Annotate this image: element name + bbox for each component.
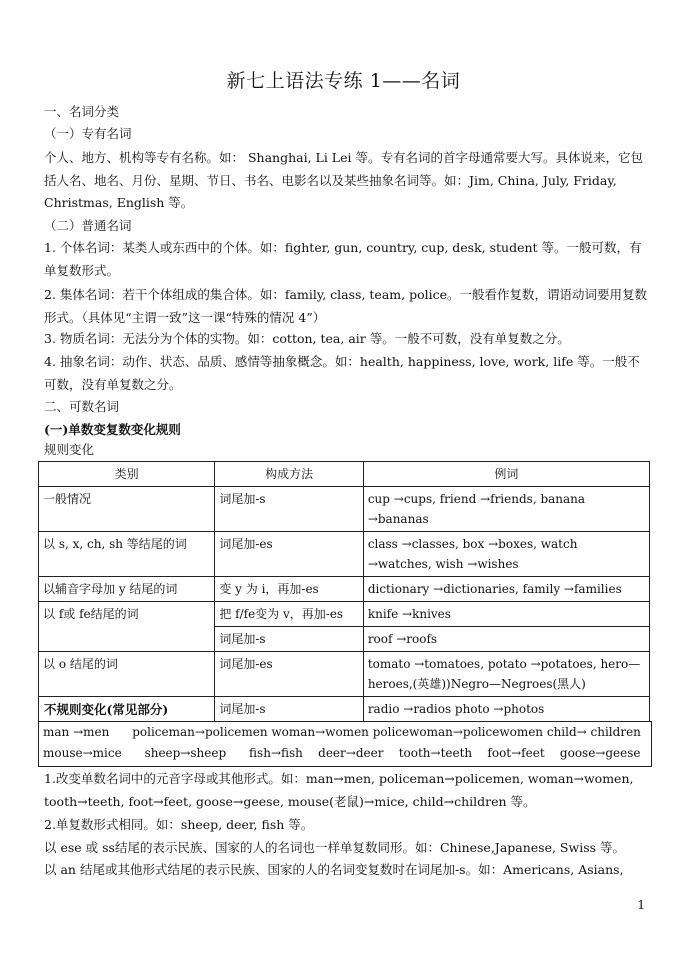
note-nationality-same-form: 以 ese 或 ss结尾的表示民族、国家的人的名词也一样单复数同形。如：Chinese,Japanese, Swiss 等。 — [44, 840, 625, 855]
table-header-row — [39, 462, 650, 487]
table-header-method: 构成方法 — [215, 462, 363, 487]
page-title: 新七上语法专练 1——名词 — [226, 70, 461, 92]
table-cell-method: 词尾加-s — [215, 697, 363, 722]
table-cell-category: 以 s, x, ch, sh 等结尾的词 — [39, 532, 215, 577]
table-cell-examples: radio →radios photo →photos — [363, 697, 649, 722]
table-cell-examples: cup →cups, friend →friends, banana →bananas — [363, 487, 649, 532]
subsection-heading-common-nouns: （二）普通名词 — [44, 218, 132, 233]
irregular-examples-line-2: mouse→mice sheep→sheep fish→fish deer→deer tooth→teeth foot→feet goose→geese — [43, 746, 641, 760]
proper-noun-paragraph: 个人、地方、机构等专有名称。如： Shanghai, Li Lei 等。专有名词的首字母通常要大写。具体说来，它包括人名、地名、月份、星期、节日、书名、电影名以及某些抽象名词等。如：Jim, China, July, Friday, Christmas, English 等。 — [44, 150, 643, 210]
table-row — [39, 532, 650, 577]
common-noun-item-3: 3. 物质名词：无法分为个体的实物。如：cotton, tea, air 等。一般不可数，没有单复数之分。 — [44, 331, 570, 346]
note-same-form: 2.单复数形式相同。如：sheep, deer, fish 等。 — [44, 817, 314, 832]
plural-rules-table — [38, 461, 650, 722]
table-cell-category: 以 f或 fe结尾的词 — [39, 602, 215, 652]
page-number: 1 — [637, 898, 645, 912]
irregular-examples-line-1: man →men policeman→policemen woman→women policewoman→policewomen child→ children — [43, 725, 641, 739]
table-cell-examples: tomato →tomatoes, potato →potatoes, hero—heroes,(英雄))Negro—Negroes(黑人) — [363, 652, 649, 697]
irregular-change-label: 不规则变化(常见部分) — [44, 702, 169, 717]
note-vowel-change: 1.改变单数名词中的元音字母或其他形式。如：man→men, policeman→policemen, woman→women, tooth→teeth, foot→feet, goose→geese, mouse(老鼠)→mice, child→children 等。 — [44, 771, 634, 809]
table-header-category: 类别 — [39, 462, 215, 487]
subsection-heading-plural-rules: (一)单数变复数变化规则 — [44, 422, 181, 437]
common-noun-item-2: 2. 集体名词：若干个体组成的集合体。如：family, class, team, police。一般看作复数，谓语动词要用复数形式。（具体见“主谓一致”这一课“特殊的情况 4”） — [44, 287, 647, 325]
section-heading-noun-classification: 一、名词分类 — [44, 104, 120, 119]
table-row — [39, 487, 650, 532]
table-row — [39, 652, 650, 697]
table-row — [39, 577, 650, 602]
table-cell-examples: knife →knives — [363, 602, 649, 627]
table-cell-examples: dictionary →dictionaries, family →families — [363, 577, 649, 602]
table-cell-method: 词尾加-s — [215, 487, 363, 532]
table-cell-category: 以 o 结尾的词 — [39, 652, 215, 697]
table-cell-method: 把 f/fe变为 v，再加-es — [215, 602, 363, 627]
subsection-heading-proper-nouns: （一）专有名词 — [44, 126, 132, 141]
note-nationality-add-s: 以 an 结尾或其他形式结尾的表示民族、国家的人的名词变复数时在词尾加-s。如：Americans, Asians, — [44, 862, 624, 877]
table-cell-method: 词尾加-s — [215, 627, 363, 652]
table-row — [39, 602, 650, 627]
table-cell-method: 词尾加-es — [215, 652, 363, 697]
table-cell-examples: roof →roofs — [363, 627, 649, 652]
section-heading-countable-nouns: 二、可数名词 — [44, 399, 120, 414]
table-cell-category: 以辅音字母加 y 结尾的词 — [39, 577, 215, 602]
table-cell-category: 一般情况 — [39, 487, 215, 532]
table-cell-method: 词尾加-es — [215, 532, 363, 577]
common-noun-item-4: 4. 抽象名词：动作、状态、品质、感情等抽象概念。如：health, happiness, love, work, life 等。一般不可数，没有单复数之分。 — [44, 354, 640, 392]
irregular-examples-box — [38, 721, 652, 767]
regular-change-label: 规则变化 — [44, 442, 95, 457]
table-header-examples: 例词 — [363, 462, 649, 487]
table-cell-method: 变 y 为 i，再加-es — [215, 577, 363, 602]
table-cell-examples: class →classes, box →boxes, watch →watches, wish →wishes — [363, 532, 649, 577]
common-noun-item-1: 1. 个体名词：某类人或东西中的个体。如：fighter, gun, country, cup, desk, student 等。一般可数，有单复数形式。 — [44, 240, 642, 278]
